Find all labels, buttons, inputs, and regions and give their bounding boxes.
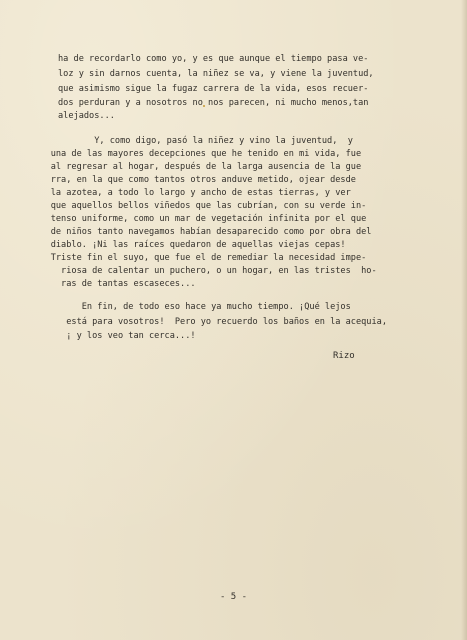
paragraph-2-line-9: diablo. ¡Ni las raíces quedaron de aquellas viejas cepas!	[30, 240, 346, 250]
paragraph-2-line-10: Triste fin el suyo, que fue el de remediar la necesidad impe-	[30, 253, 367, 263]
paragraph-1-line-5: alejados...	[58, 111, 115, 121]
paragraph-2-line-2: una de las mayores decepciones que he tenido en mi vida, fue	[30, 149, 362, 159]
page-number: - 5 -	[219, 592, 248, 602]
paragraph-2-line-7: tenso uniforme, como un mar de vegetación infinita por el que	[30, 214, 367, 224]
paragraph-1-line-3: que asimismo sigue la fugaz carrera de la vida, esos recuer-	[58, 84, 369, 94]
author-signature: Rizo	[333, 351, 355, 361]
paragraph-2-line-12: ras de tantas escaseces...	[30, 279, 196, 289]
paragraph-2-line-11: riosa de calentar un puchero, o un hogar, en las tristes ho-	[30, 266, 377, 276]
paragraph-1-line-1: ha de recordarlo como yo, y es que aunque el tiempo pasa ve-	[58, 54, 369, 64]
paragraph-2-line-8: de niños tanto navegamos habían desaparecido como por obra del	[30, 227, 372, 237]
paragraph-1-line-2: loz y sin darnos cuenta, la niñez se va, y viene la juventud,	[58, 69, 374, 79]
paragraph-2-line-6: que aquellos bellos viñedos que las cubrían, con su verde in-	[30, 201, 367, 211]
paragraph-3-line-2: está para vosotros! Pero yo recuerdo los baños en la acequia,	[30, 317, 387, 327]
paragraph-2-line-5: la azotea, a todo lo largo y ancho de estas tierras, y ver	[30, 188, 351, 198]
paragraph-1-line-4: dos perduran y a nosotros no nos parecen, ni mucho menos,tan	[58, 98, 369, 108]
paragraph-2-line-4: rra, en la que como tantos otros anduve metido, ojear desde	[30, 175, 356, 185]
page-edge-shadow	[461, 0, 467, 640]
paragraph-3-line-3: ¡ y los veo tan cerca...!	[30, 331, 196, 341]
paragraph-2-line-3: al regresar al hogar, después de la larga ausencia de la gue	[30, 162, 362, 172]
paragraph-3-line-1: En fin, de todo eso hace ya mucho tiempo. ¡Qué lejos	[30, 302, 351, 312]
paragraph-2-line-1: Y, como digo, pasó la niñez y vino la juventud, y	[58, 136, 353, 146]
